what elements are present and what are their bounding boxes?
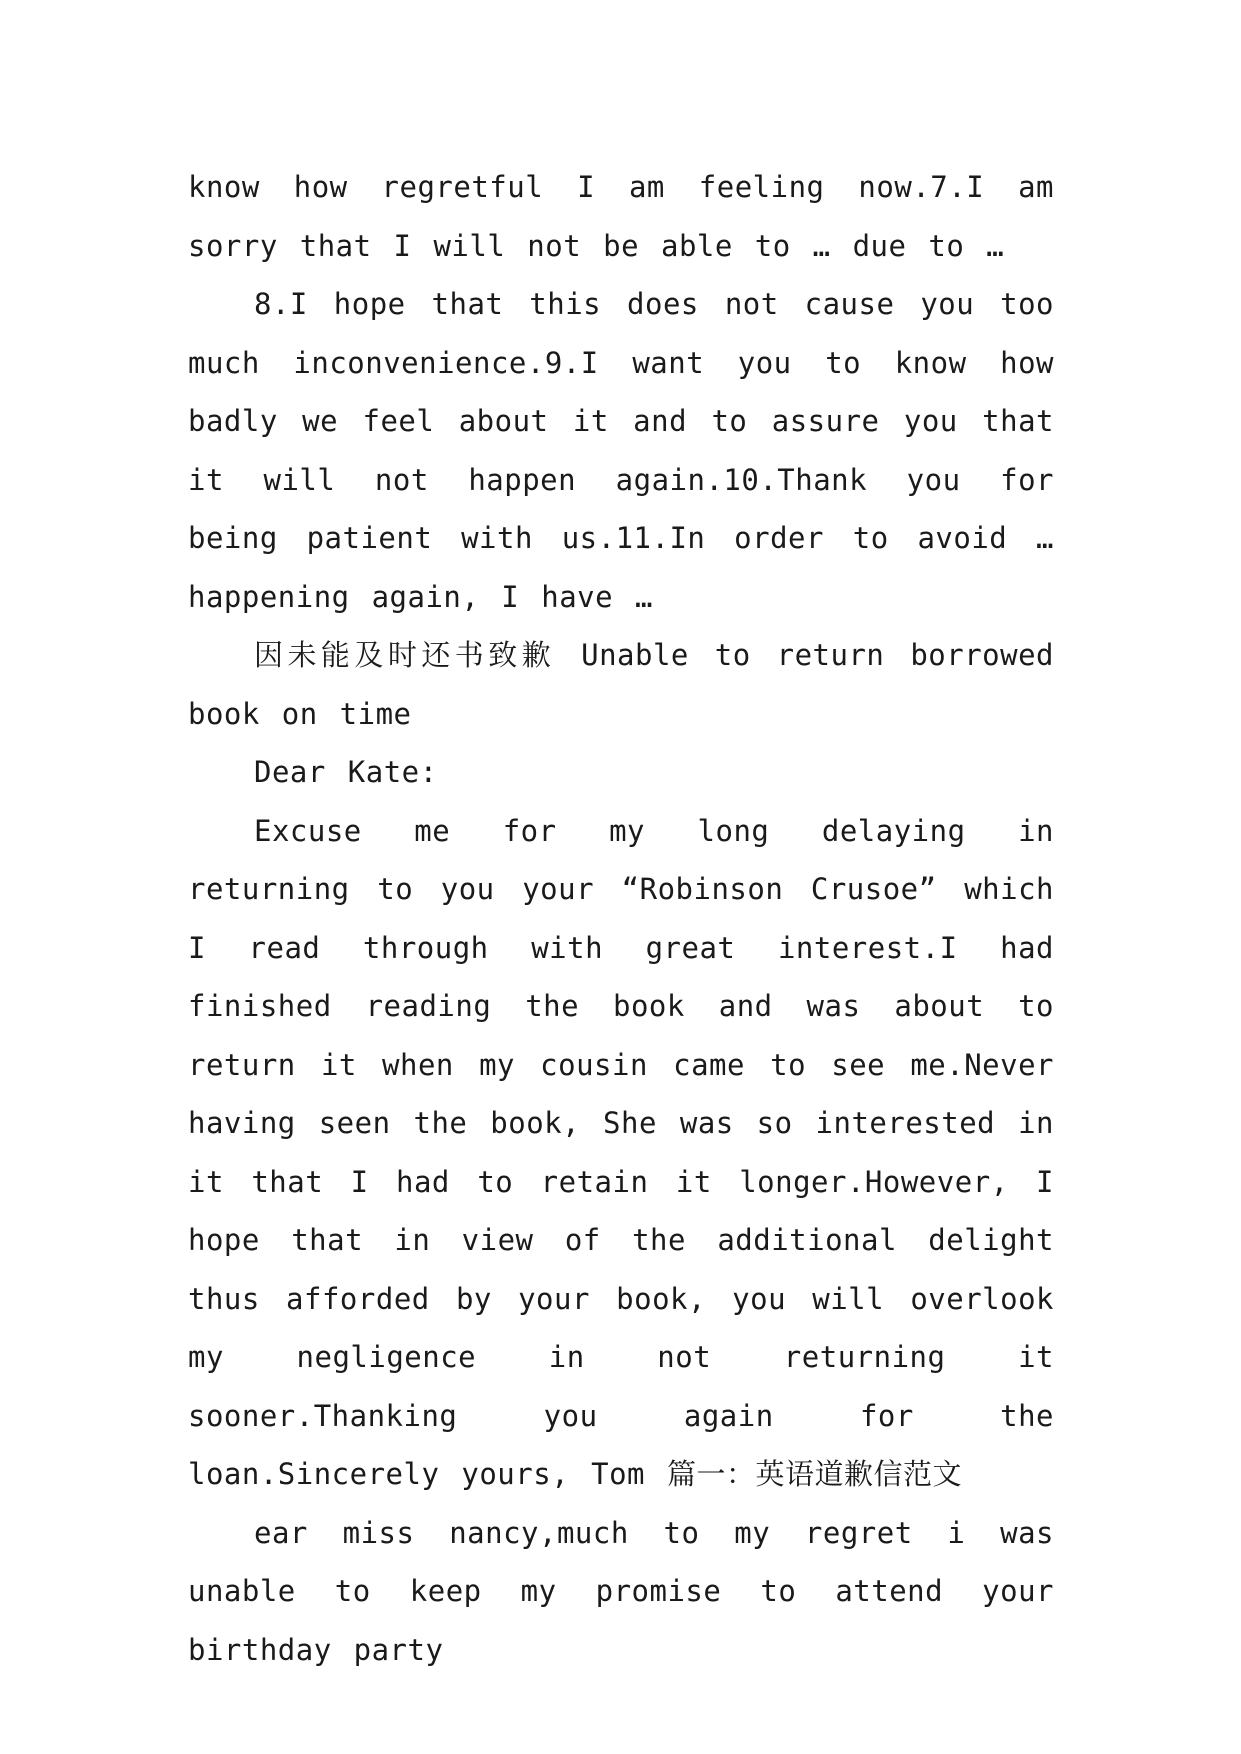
paragraph-nancy-letter: ear miss nancy,much to my regret i was unable to keep my promise to attend your birthday party [188,1515,1054,1667]
document-body [188,158,1054,1679]
paragraph-apology-phrases-end: know how regretful I am feeling now.7.I am sorry that I will not be able to … due to … [188,170,1054,263]
letter-salutation: Dear Kate: [254,755,438,789]
section-heading-return-book: 因未能及时还书致歉 Unable to return borrowed book on time [188,638,1054,731]
paragraph-apology-phrases-8-11: 8.I hope that this does not cause you too much inconvenience.9.I want you to know how badly we feel about it and to assure you that it will not happen again.10.Thank you for being patient with us.11.In order to avoid … happening again, I have … [188,287,1054,614]
letter-body: Excuse me for my long delaying in returning to you your “Robinson Crusoe” which I read through with great interest.I had finished reading the book and was about to return it when my cousin came to see me.Never having seen the book, She was so interested in it that I had to retain it longer.However, I hope that in view of the additional delight thus afforded by your book, you will overlook my negligence in not returning it sooner.Thanking you again for the loan.Sincerely yours, Tom 篇一：英语道歉信范文 [188,813,1054,1491]
